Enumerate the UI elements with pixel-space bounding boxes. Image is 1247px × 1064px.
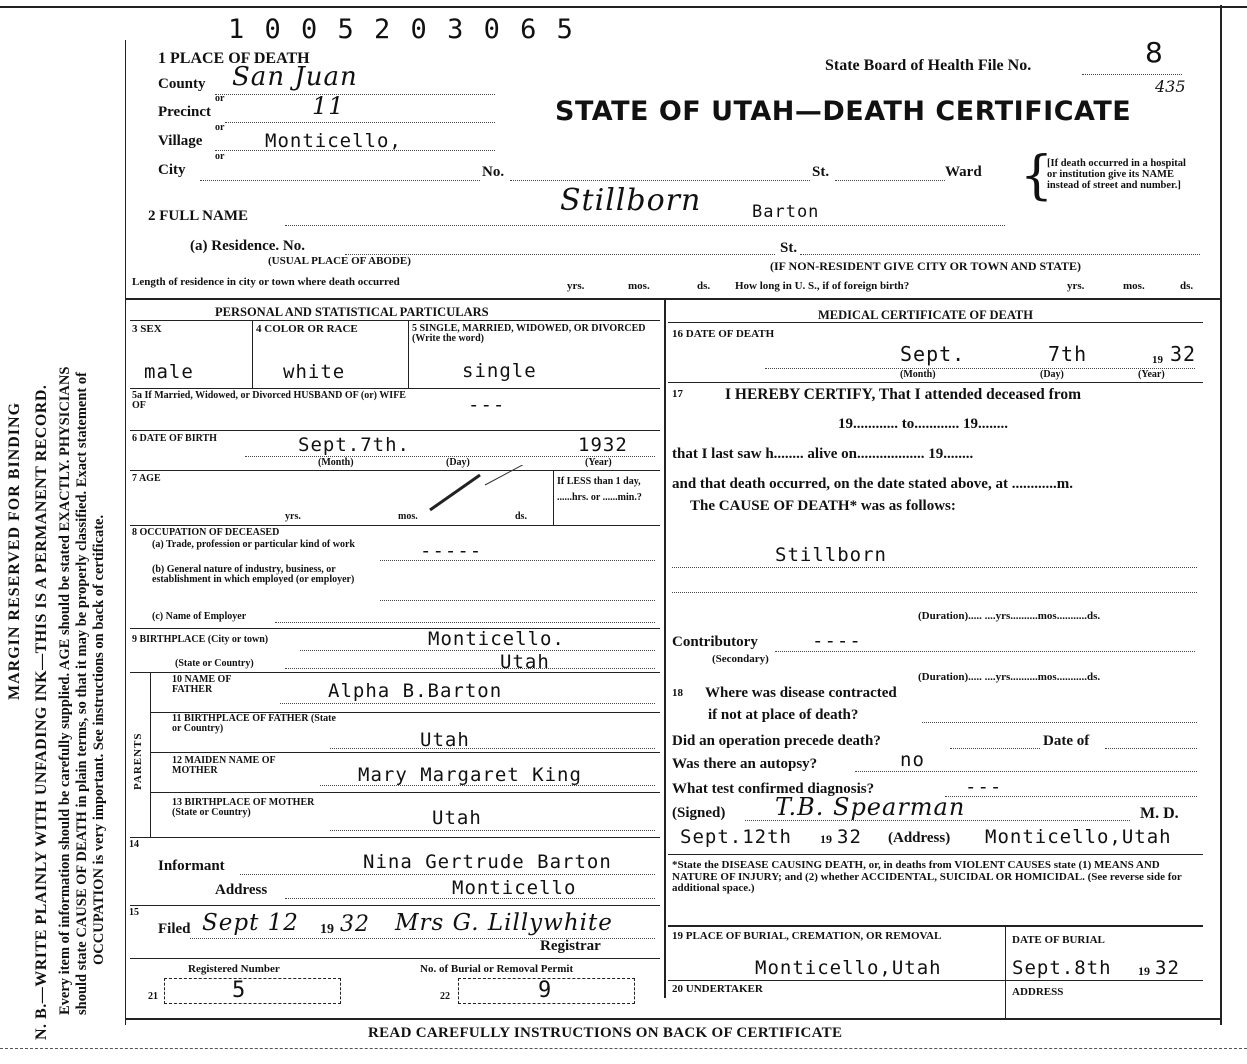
sex-value: male (144, 361, 194, 383)
registrar-label: Registrar (540, 938, 601, 954)
residence-sub: (USUAL PLACE OF ABODE) (268, 255, 411, 267)
burial-place: Monticello,Utah (755, 957, 942, 979)
hospital-note: [If death occurred in a hospital or institution give its NAME instead of street and number.] (1047, 158, 1186, 191)
length-residence: Length of residence in city or town where death occurred (132, 276, 400, 288)
attended-from-to: 19............ to............ 19........ (838, 416, 1008, 432)
dod-19: 19 (1152, 354, 1163, 366)
physician-signature: T.B. Spearman (775, 793, 966, 821)
informant-label: Informant (158, 858, 225, 874)
num-22: 22 (440, 991, 450, 1002)
burial-permit-label: No. of Burial or Removal Permit (420, 963, 574, 975)
occupation-label: 8 OCCUPATION OF DECEASED (132, 527, 280, 538)
registered-number-box (164, 978, 341, 1004)
informant-address: Monticello (452, 877, 577, 899)
age-strike-mark (420, 465, 570, 525)
ward-label: Ward (945, 164, 982, 180)
test-label: What test confirmed diagnosis? (672, 781, 875, 797)
filed-19: 19 (320, 922, 334, 937)
duration-2: (Duration)..... ....yrs..........mos...........ds. (918, 671, 1101, 683)
margin-binding: MARGIN RESERVED FOR BINDING (6, 401, 23, 700)
dob-year: 1932 (578, 434, 628, 456)
burial-date: Sept.8th (1012, 957, 1112, 979)
filed-date: Sept 12 (202, 910, 299, 936)
undertaker-address-label: ADDRESS (1012, 986, 1064, 998)
married-label: 5a If Married, Widowed, or Divorced HUSBAND OF (or) WIFE OF (132, 390, 406, 411)
burial-date-label: DATE OF BURIAL (1012, 934, 1105, 946)
if-not-place: if not at place of death? (708, 707, 859, 723)
occupation-a: (a) Trade, profession or particular kind of work (152, 539, 355, 550)
father-name-label: 10 NAME OF FATHER (172, 674, 232, 695)
us-ds: ds. (1180, 280, 1194, 292)
length-mos: mos. (628, 280, 650, 292)
mother-name: Mary Margaret King (358, 764, 582, 786)
village-label: Village (158, 133, 203, 149)
dod-day: 7th (1048, 342, 1088, 366)
cause-of-death: Stillborn (775, 544, 887, 566)
operation-date-label: Date of (1043, 733, 1090, 749)
residence-label: (a) Residence. No. (190, 238, 305, 254)
mother-birthplace-label: 13 BIRTHPLACE OF MOTHER (State or Country) (172, 797, 315, 818)
dob-year-label: (Year) (585, 457, 612, 468)
medical-heading: MEDICAL CERTIFICATE OF DEATH (818, 308, 1033, 322)
signed-label: (Signed) (672, 805, 726, 821)
informant-number: 14 (129, 839, 139, 850)
county-value: San Juan (232, 62, 358, 92)
certificate-title: STATE OF UTAH—DEATH CERTIFICATE (555, 96, 1132, 127)
dob-month-day: Sept.7th. (298, 434, 410, 456)
duration-1: (Duration)..... ....yrs..........mos...........ds. (918, 610, 1101, 622)
married-value: --- (468, 394, 506, 416)
contributory-value: ---- (812, 630, 862, 652)
age-yrs: yrs. (285, 511, 301, 522)
margin-every-item: Every item of information should be carefully supplied. AGE should be stated EXACTLY. PHYSICIANS (57, 366, 73, 1015)
age-mos: mos. (398, 511, 418, 522)
city-label: City (158, 162, 186, 178)
occupation-b: (b) General nature of industry, business, or establishment in which employed (or employer) (152, 564, 355, 585)
sign-year: 32 (837, 826, 862, 848)
informant-value: Nina Gertrude Barton (363, 851, 612, 873)
city-no-label: No. (482, 164, 505, 180)
sex-label: 3 SEX (132, 323, 162, 335)
contributory-label: Contributory (672, 634, 758, 650)
father-birthplace: Utah (420, 729, 470, 751)
registered-number-label: Registered Number (188, 963, 280, 975)
birthplace-state-label: (State or Country) (175, 658, 254, 669)
file-no: 8 (1145, 36, 1163, 69)
age-ds: ds. (515, 511, 527, 522)
birthplace-city: Monticello. (428, 628, 565, 650)
dob-day-label: (Day) (446, 457, 470, 468)
file-no-sub: 435 (1155, 77, 1186, 96)
footnote: *State the DISEASE CAUSING DEATH, or, in deaths from VIOLENT CAUSES state (1) MEANS AND NATURE OF INJURY; and (2) whether ACCIDENTAL, SUICIDAL OR HOMICIDAL. (See reverse side for additional space.) (672, 859, 1182, 894)
md-label: M. D. (1140, 805, 1179, 822)
name-last: Barton (752, 202, 820, 222)
birthplace-label: 9 BIRTHPLACE (City or town) (132, 634, 269, 645)
name-first: Stillborn (560, 183, 702, 218)
mother-name-label: 12 MAIDEN NAME OF MOTHER (172, 755, 276, 776)
filed-number: 15 (129, 907, 139, 918)
city-st-label: St. (812, 164, 830, 180)
or-label-2: or (215, 122, 225, 133)
county-label: County (158, 76, 206, 92)
birthplace-state: Utah (500, 651, 550, 673)
margin-occupation: OCCUPATION is very important. See instructions on back of certificate. (91, 514, 107, 965)
age-less-than: If LESS than 1 day, ......hrs. or ......min.? (557, 476, 642, 503)
us-mos: mos. (1123, 280, 1145, 292)
personal-heading: PERSONAL AND STATISTICAL PARTICULARS (215, 305, 489, 319)
residence-st-label: St. (780, 240, 798, 256)
sign-address-label: (Address) (888, 830, 951, 846)
filed-label: Filed (158, 921, 191, 937)
test-value: --- (965, 776, 1003, 798)
dod-month: Sept. (900, 342, 966, 366)
precinct-value: 11 (312, 92, 345, 120)
occupation-value: ----- (420, 540, 483, 562)
brace-icon: { (1020, 146, 1054, 206)
age-label: 7 AGE (132, 473, 161, 484)
color-label: 4 COLOR OR RACE (256, 323, 358, 335)
autopsy-label: Was there an autopsy? (672, 756, 818, 772)
margin-nb: N. B.—WRITE PLAINLY WITH UNFADING INK—THIS IS A PERMANENT RECORD. (33, 384, 50, 1040)
occupation-c: (c) Name of Employer (152, 611, 247, 622)
sign-address: Monticello,Utah (985, 826, 1172, 848)
cause-intro: The CAUSE OF DEATH* was as follows: (690, 498, 956, 514)
num-17: 17 (672, 388, 683, 400)
father-birthplace-label: 11 BIRTHPLACE OF FATHER (State or Country) (172, 713, 336, 734)
registrar-signature: Mrs G. Lillywhite (395, 910, 613, 936)
undertaker-label: 20 UNDERTAKER (672, 983, 763, 995)
autopsy-value: no (900, 749, 925, 771)
sign-date: Sept.12th (680, 826, 792, 848)
mother-birthplace: Utah (432, 807, 482, 829)
burial-permit-number: 9 (538, 978, 553, 1003)
burial-19: 19 (1138, 964, 1150, 978)
dod-year: 32 (1170, 342, 1197, 366)
dod-month-label: (Month) (900, 369, 936, 380)
num-18: 18 (672, 687, 683, 699)
death-occurred-text: and that death occurred, on the date stated above, at ............m. (672, 476, 1073, 492)
num-21: 21 (148, 991, 158, 1002)
file-no-label: State Board of Health File No. (825, 57, 1032, 74)
sign-19: 19 (820, 832, 832, 846)
length-yrs: yrs. (567, 280, 585, 292)
or-label-3: or (215, 151, 225, 162)
burial-year: 32 (1155, 957, 1180, 979)
color-value: white (283, 361, 346, 383)
full-name-label: 2 FULL NAME (148, 208, 249, 224)
informant-address-label: Address (215, 882, 268, 898)
parents-label: PARENTS (132, 732, 144, 790)
secondary-label: (Secondary) (712, 653, 769, 665)
dod-label: 16 DATE OF DEATH (672, 328, 775, 340)
margin-should-state: should state CAUSE OF DEATH in plain terms, so that it may be properly classified. Exact statement of (74, 372, 90, 1015)
precinct-label: Precinct (158, 104, 212, 120)
non-resident-note: (IF NON-RESIDENT GIVE CITY OR TOWN AND STATE) (770, 259, 1082, 273)
us-yrs: yrs. (1067, 280, 1085, 292)
father-name: Alpha B.Barton (328, 680, 503, 702)
burial-place-label: 19 PLACE OF BURIAL, CREMATION, OR REMOVAL (672, 930, 942, 942)
length-ds: ds. (697, 280, 711, 292)
marital-label: 5 SINGLE, MARRIED, WIDOWED, OR DIVORCED (Write the word) (412, 323, 646, 344)
last-saw-text: that I last saw h........ alive on.................. 19........ (672, 446, 974, 462)
operation-question: Did an operation precede death? (672, 733, 881, 749)
or-label-1: or (215, 93, 225, 104)
how-long-us: How long in U. S., if of foreign birth? (735, 280, 910, 292)
marital-value: single (462, 360, 537, 382)
dod-day-label: (Day) (1040, 369, 1064, 380)
filed-year: 32 (340, 912, 370, 937)
where-contracted: Where was disease contracted (705, 685, 897, 701)
footer-instructions: READ CAREFULLY INSTRUCTIONS ON BACK OF CERTIFICATE (368, 1025, 843, 1041)
registered-number: 5 (232, 978, 247, 1003)
dod-year-label: (Year) (1138, 369, 1165, 380)
serial-number: 1 0 0 5 2 0 3 0 6 5 (228, 14, 575, 45)
dob-label: 6 DATE OF BIRTH (132, 433, 217, 444)
dob-month-label: (Month) (318, 457, 354, 468)
place-heading: 1 PLACE OF DEATH (158, 50, 310, 67)
village-value: Monticello, (265, 130, 402, 152)
certify-text: I HEREBY CERTIFY, That I attended deceased from (725, 386, 1081, 403)
